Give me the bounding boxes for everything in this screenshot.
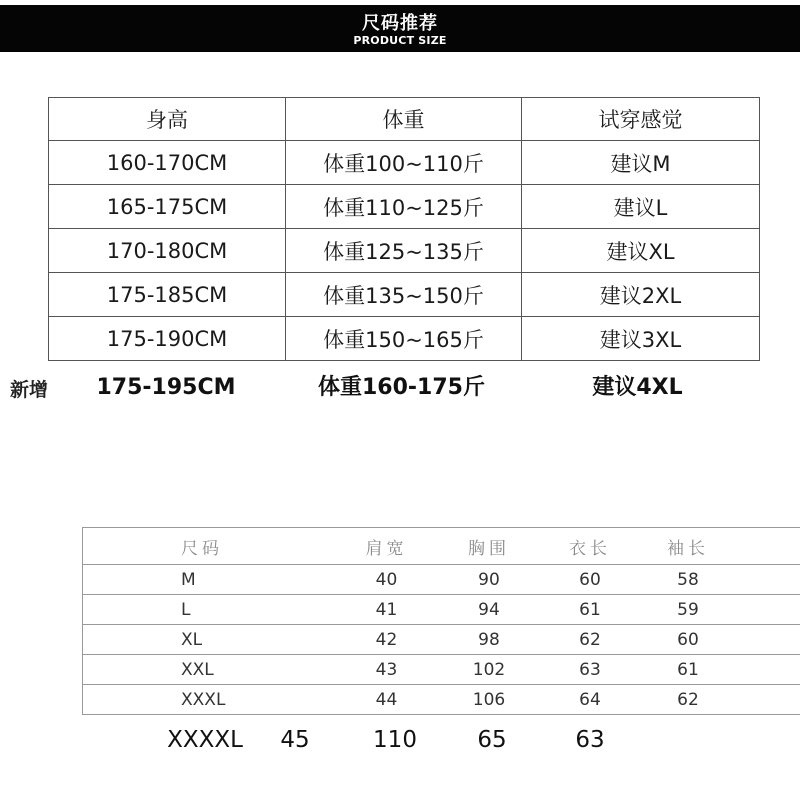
weight-cell: 体重125~135斤 [286, 229, 522, 273]
banner-subtitle: PRODUCT SIZE [353, 34, 447, 47]
chest-cell: 94 [434, 595, 544, 625]
table-row [83, 595, 800, 625]
height-cell: 165-175CM [49, 185, 286, 229]
shoulder-cell: 40 [339, 565, 434, 595]
table-row [49, 273, 760, 317]
header-banner [0, 5, 800, 52]
sleeve-cell: 60 [636, 625, 740, 655]
fit-cell: 建议2XL [522, 273, 760, 317]
table-row [49, 229, 760, 273]
sleeve-cell: 61 [636, 655, 740, 685]
size-recommendation-table [48, 97, 760, 361]
header-weight: 体重 [286, 98, 522, 141]
weight-cell: 体重100~110斤 [286, 141, 522, 185]
header-size: 尺码 [83, 528, 340, 565]
length-cell: 61 [544, 595, 636, 625]
banner-title: 尺码推荐 [362, 13, 438, 34]
spacer-cell [740, 685, 800, 715]
extra-sleeve-cell: 63 [575, 727, 605, 753]
extra-size-cell: XXXXL [167, 727, 243, 753]
height-cell: 175-185CM [49, 273, 286, 317]
size-cell: XXXL [83, 685, 340, 715]
height-cell: 175-190CM [49, 317, 286, 361]
shoulder-cell: 43 [339, 655, 434, 685]
sleeve-cell: 58 [636, 565, 740, 595]
table-header-row [83, 528, 800, 565]
weight-cell: 体重150~165斤 [286, 317, 522, 361]
header-chest: 胸围 [434, 528, 544, 565]
header-height: 身高 [49, 98, 286, 141]
new-weight-cell: 体重160-175斤 [318, 375, 485, 400]
height-cell: 160-170CM [49, 141, 286, 185]
chest-cell: 98 [434, 625, 544, 655]
size-cell: M [83, 565, 340, 595]
header-fit: 试穿感觉 [522, 98, 760, 141]
extra-chest-cell: 110 [373, 727, 417, 753]
fit-cell: 建议3XL [522, 317, 760, 361]
shoulder-cell: 44 [339, 685, 434, 715]
size-cell: XL [83, 625, 340, 655]
fit-cell: 建议M [522, 141, 760, 185]
new-size-label: 新增 [10, 379, 49, 401]
header-sleeve: 袖长 [636, 528, 740, 565]
extra-shoulder-cell: 45 [280, 727, 310, 753]
table-row [49, 185, 760, 229]
new-fit-cell: 建议4XL [592, 375, 683, 400]
extra-length-cell: 65 [477, 727, 507, 753]
table-row [83, 625, 800, 655]
header-spacer [740, 528, 800, 565]
length-cell: 64 [544, 685, 636, 715]
table-row [83, 685, 800, 715]
size-measurement-table [82, 527, 800, 715]
shoulder-cell: 42 [339, 625, 434, 655]
spacer-cell [740, 625, 800, 655]
chest-cell: 106 [434, 685, 544, 715]
size-cell: L [83, 595, 340, 625]
height-cell: 170-180CM [49, 229, 286, 273]
table-header-row [49, 98, 760, 141]
table-row [49, 317, 760, 361]
sleeve-cell: 62 [636, 685, 740, 715]
shoulder-cell: 41 [339, 595, 434, 625]
size-cell: XXL [83, 655, 340, 685]
length-cell: 62 [544, 625, 636, 655]
table-row [49, 141, 760, 185]
table-row [83, 655, 800, 685]
fit-cell: 建议XL [522, 229, 760, 273]
spacer-cell [740, 655, 800, 685]
spacer-cell [740, 595, 800, 625]
header-shoulder: 肩宽 [339, 528, 434, 565]
fit-cell: 建议L [522, 185, 760, 229]
header-length: 衣长 [544, 528, 636, 565]
chest-cell: 102 [434, 655, 544, 685]
chest-cell: 90 [434, 565, 544, 595]
length-cell: 60 [544, 565, 636, 595]
table-row [83, 565, 800, 595]
weight-cell: 体重110~125斤 [286, 185, 522, 229]
length-cell: 63 [544, 655, 636, 685]
new-height-cell: 175-195CM [96, 375, 236, 400]
spacer-cell [740, 565, 800, 595]
weight-cell: 体重135~150斤 [286, 273, 522, 317]
sleeve-cell: 59 [636, 595, 740, 625]
